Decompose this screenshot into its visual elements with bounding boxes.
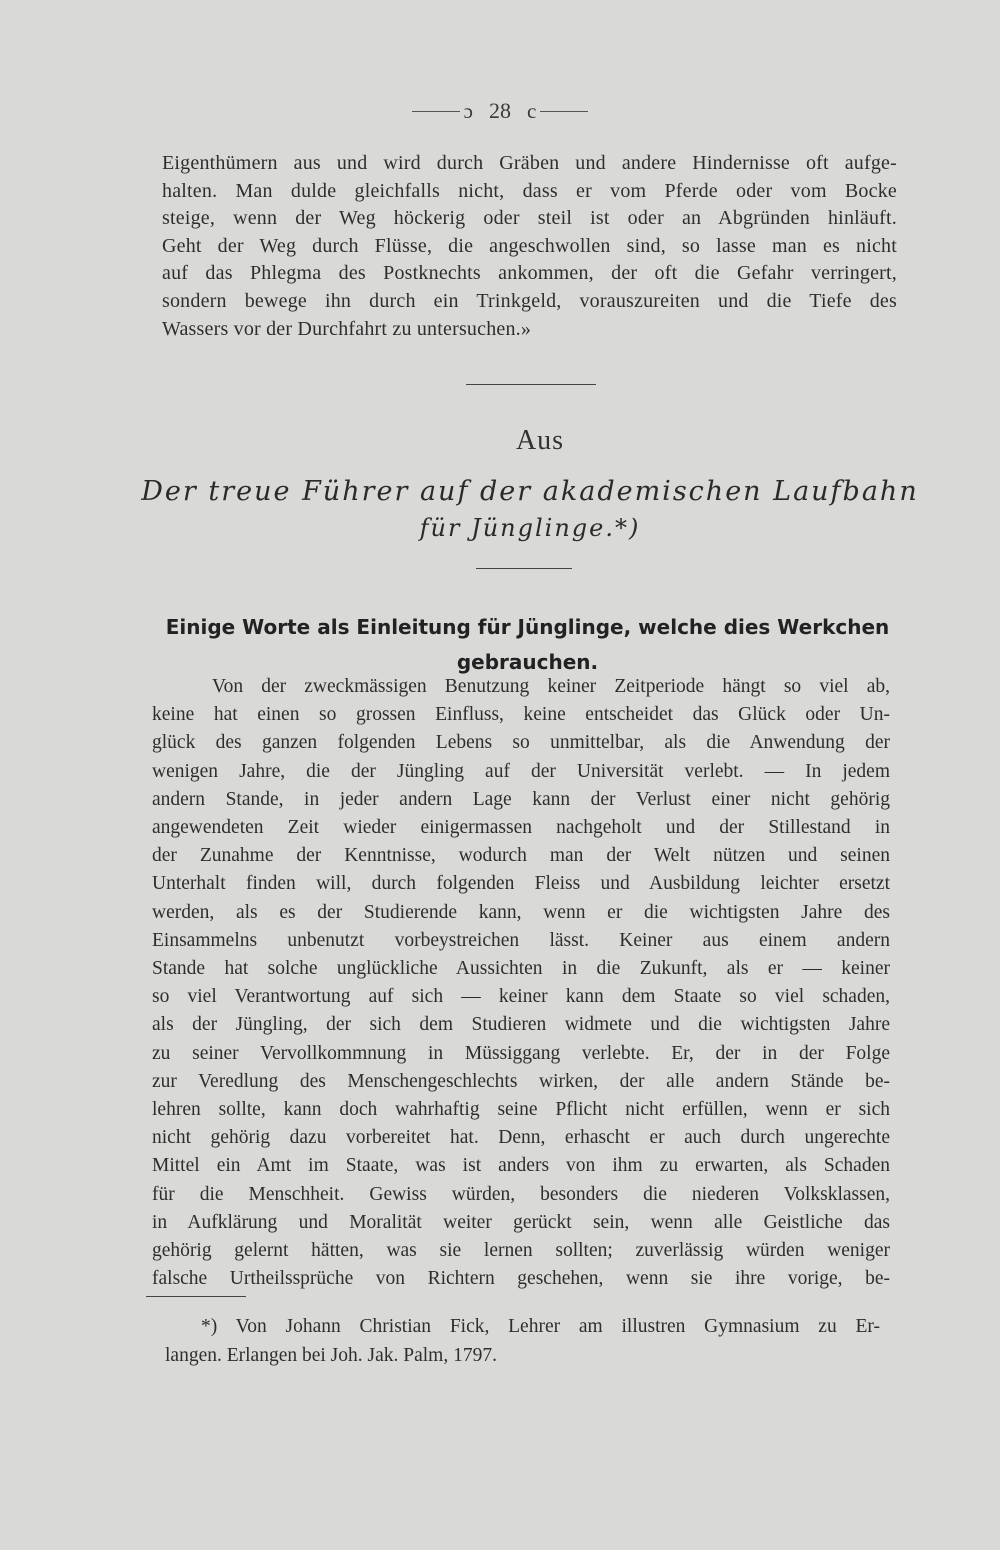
text-line: wenigen Jahre, die der Jüngling auf der Universität verlebt. — In jedem <box>152 760 890 782</box>
chapter-heading-line-2: gebrauchen. <box>456 650 599 674</box>
book-title-line-2 <box>0 512 1000 543</box>
footnote-separator <box>146 1296 246 1297</box>
footnote <box>165 1312 880 1370</box>
text-line: Von der zweckmässigen Benutzung keiner Zeitperiode hängt so viel ab, <box>212 676 890 697</box>
text-line: Geht der Weg durch Flüsse, die angeschwollen sind, so lasse man es nicht <box>162 234 897 257</box>
text-line: halten. Man dulde gleichfalls nicht, dass er vom Pferde oder vom Bocke <box>162 179 897 202</box>
section-preface-word: Aus <box>515 425 565 456</box>
section-divider <box>466 384 596 385</box>
text-line: zur Veredlung des Menschengeschlechts wirken, der alle andern Stände be- <box>152 1070 890 1092</box>
text-line: als der Jüngling, der sich dem Studieren widmete und die wichtigsten Jahre <box>152 1014 890 1036</box>
header-ornament-left: ⁠ɔ <box>463 98 473 123</box>
footnote-line: *) Von Johann Christian Fick, Lehrer am illustren Gymnasium zu Er- <box>201 1316 880 1337</box>
text-line: angewendeten Zeit wieder einigermassen nachgeholt und der Stillestand in <box>152 817 890 839</box>
text-line: Einsammelns unbenutzt vorbeystreichen lässt. Keiner aus einem andern <box>152 929 890 951</box>
text-line: lehren sollte, kann doch wahrhaftig seine Pflicht nicht erfüllen, wenn er sich <box>152 1099 890 1121</box>
text-line: sondern bewege ihn durch ein Trinkgeld, vorauszureiten und die Tiefe des <box>162 289 897 312</box>
text-line: Eigenthümern aus und wird durch Gräben und andere Hindernisse oft aufge- <box>162 152 897 174</box>
text-line: Stande hat solche unglückliche Aussichten in die Zukunft, als er — keiner <box>152 958 890 980</box>
header-ornament-right: c <box>527 98 537 123</box>
header-rule-left <box>412 111 460 112</box>
intro-paragraph <box>162 150 897 343</box>
text-line: Wassers vor der Durchfahrt zu untersuchen.» <box>162 317 532 340</box>
text-line: in Aufklärung und Moralität weiter gerückt sein, wenn alle Geistliche das <box>152 1211 890 1233</box>
chapter-heading-line-1: Einige Worte als Einleitung für Jünglinge, welche dies Werkchen <box>165 615 890 639</box>
footnote-line: langen. Erlangen bei Joh. Jak. Palm, 1797. <box>165 1345 497 1366</box>
text-line: Mittel ein Amt im Staate, was ist anders von ihm zu erwarten, als Schaden <box>152 1155 890 1177</box>
text-line: gehörig gelernt hätten, was sie lernen sollten; zuverlässig würden weniger <box>152 1240 890 1262</box>
book-title-line-1: Der treue Führer auf der akademischen Laufbahn <box>141 476 919 507</box>
chapter-heading <box>155 610 900 680</box>
text-line: keine hat einen so grossen Einfluss, keine entscheidet das Glück oder Un- <box>152 704 890 726</box>
header-rule-right <box>540 111 588 112</box>
title-divider <box>476 568 572 569</box>
text-line: so viel Verantwortung auf sich — keiner kann dem Staate so viel schaden, <box>152 986 890 1008</box>
text-line: werden, als es der Studierende kann, wenn er die wichtigsten Jahre des <box>152 901 890 923</box>
text-line: steige, wenn der Weg höckerig oder steil ist oder an Abgründen hinläuft. <box>162 207 897 230</box>
text-line: zu seiner Vervollkommnung in Müssiggang verlebte. Er, der in der Folge <box>152 1042 890 1064</box>
text-line: andern Stande, in jeder andern Lage kann der Verlust einer nicht gehörig <box>152 788 890 810</box>
book-title-line-2-text: für Jünglinge.*) <box>419 514 641 542</box>
text-line: nicht gehörig dazu vorbereitet hat. Denn, erhascht er auch durch ungerechte <box>152 1127 890 1149</box>
text-line: Unterhalt finden will, durch folgenden Fleiss und Ausbildung leichter ersetzt <box>152 873 890 895</box>
text-line: glück des ganzen folgenden Lebens so unmittelbar, als die Anwendung der <box>152 732 890 754</box>
page-number: 28 <box>489 98 511 123</box>
page-header <box>0 98 1000 124</box>
body-paragraph <box>152 673 890 1293</box>
text-line: auf das Phlegma des Postknechts ankommen, der oft die Gefahr verringert, <box>162 262 897 285</box>
text-line: falsche Urtheilssprüche von Richtern geschehen, wenn sie ihre vorige, be- <box>152 1268 890 1290</box>
text-line: für die Menschheit. Gewiss würden, besonders die niederen Volksklassen, <box>152 1183 890 1205</box>
text-line: der Zunahme der Kenntnisse, wodurch man der Welt nützen und seinen <box>152 845 890 867</box>
